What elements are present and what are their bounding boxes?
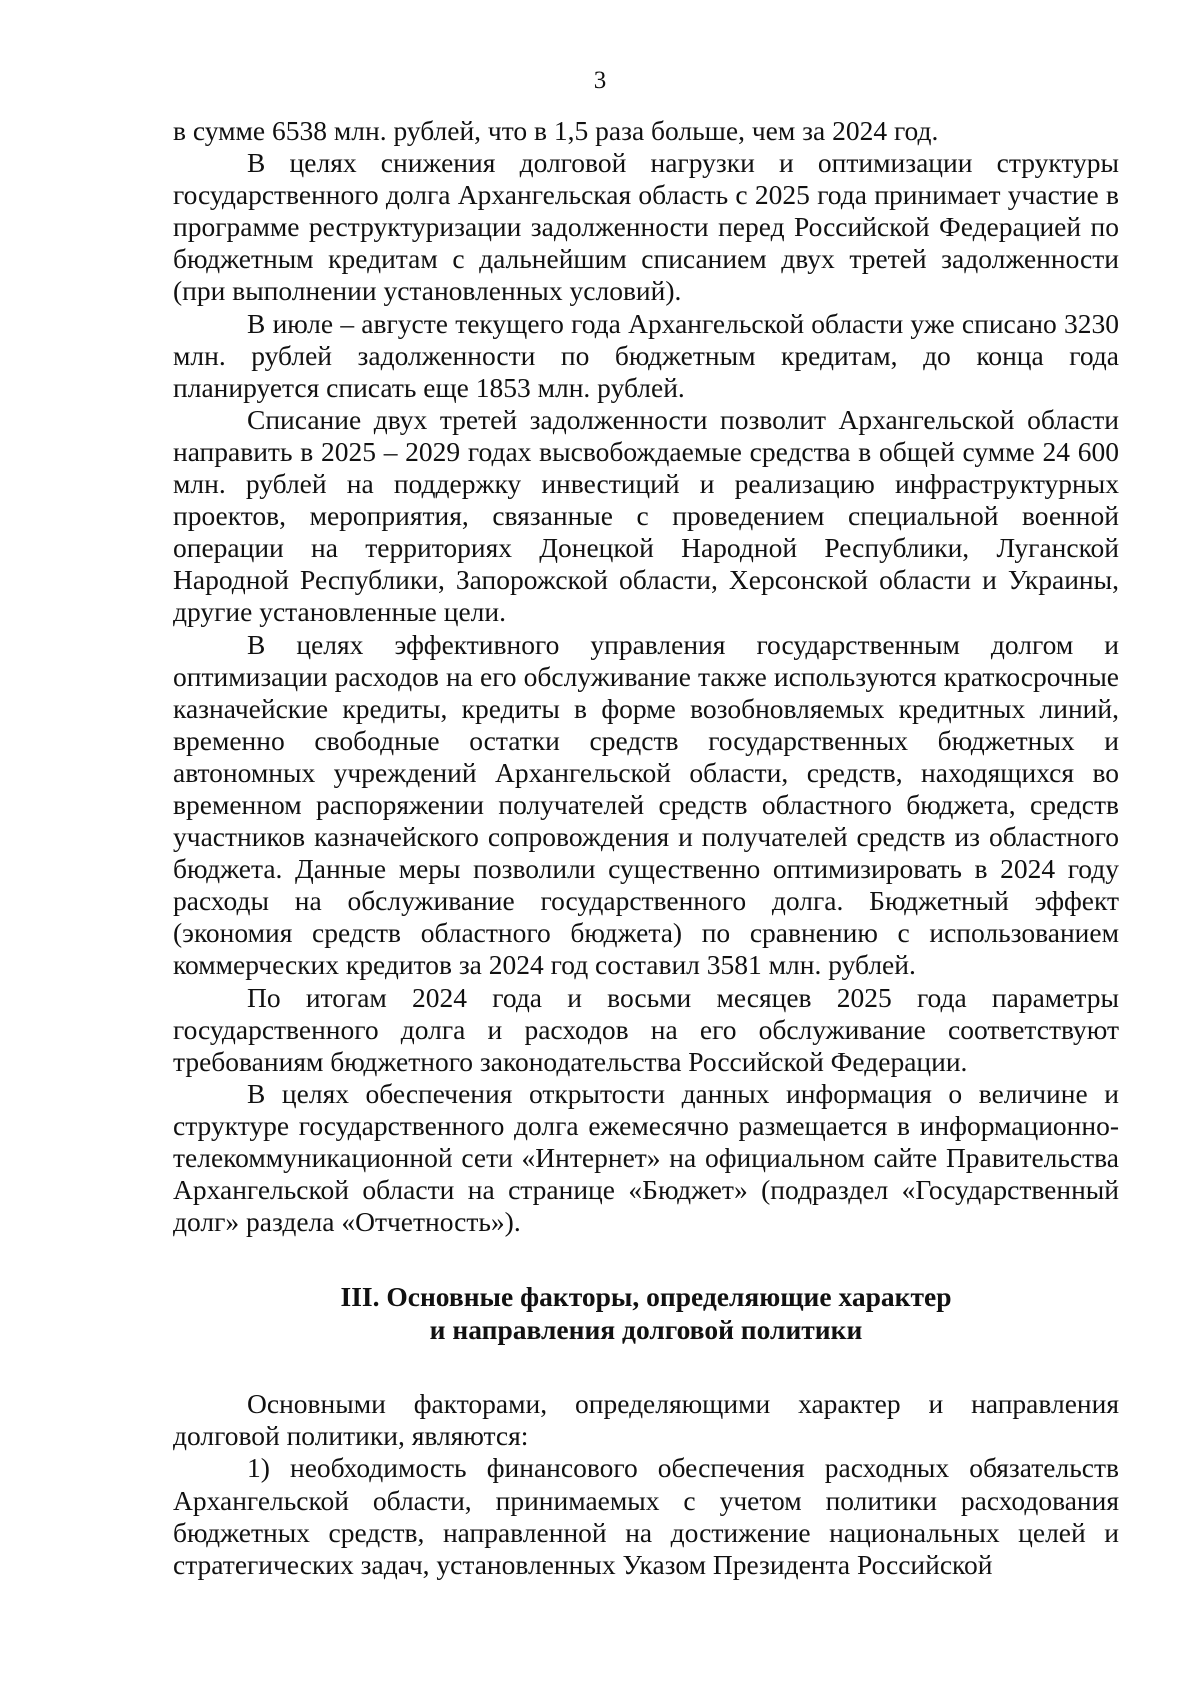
paragraph: Основными факторами, определяющими характер и направления долговой политики, являются:: [173, 1388, 1119, 1452]
paragraphs-after: [173, 1388, 1119, 1581]
paragraph: В июле – августе текущего года Архангельской области уже списано 3230 млн. рублей задолженности по бюджетным кредитам, до конца года планируется списать еще 1853 млн. рублей.: [173, 307, 1119, 403]
section-heading: [173, 1280, 1119, 1346]
document-body: [173, 115, 1119, 1581]
page-number: 3: [593, 67, 607, 94]
paragraph: В целях снижения долговой нагрузки и оптимизации структуры государственного долга Архангельская область с 2025 года принимает участие в программе реструктуризации задолженности перед Российской Федерацией по бюджетным кредитам с дальнейшим списанием двух третей задолженности (при выполнении установленных условий).: [173, 147, 1119, 307]
paragraph: В целях обеспечения открытости данных информация о величине и структуре государственного долга ежемесячно размещается в информационно-телекоммуникационной сети «Интернет» на официальном сайте Правительства Архангельской области на странице «Бюджет» (подраздел «Государственный долг» раздела «Отчетность»).: [173, 1077, 1119, 1238]
paragraphs-before: [173, 115, 1119, 1238]
paragraph: 1) необходимость финансового обеспечения расходных обязательств Архангельской области, принимаемых с учетом политики расходования бюджетных средств, направленной на достижение национальных целей и стратегических задач, установленных Указом Президента Российской: [173, 1452, 1119, 1580]
paragraph: Списание двух третей задолженности позволит Архангельской области направить в 2025 – 2029 годах высвобождаемые средства в общей сумме 24 600 млн. рублей на поддержку инвестиций и реализацию инфраструктурных проектов, мероприятия, связанные с проведением специальной военной операции на территориях Донецкой Народной Республики, Луганской Народной Республики, Запорожской области, Херсонской области и Украины, другие установленные цели.: [173, 403, 1119, 628]
section-heading-line: III. Основные факторы, определяющие характер: [340, 1281, 952, 1313]
section-heading-line: и направления долговой политики: [429, 1314, 863, 1346]
paragraph: в сумме 6538 млн. рублей, что в 1,5 раза больше, чем за 2024 год.: [173, 115, 939, 146]
paragraph: В целях эффективного управления государственным долгом и оптимизации расходов на его обслуживание также используются краткосрочные казначейские кредиты, кредиты в форме возобновляемых кредитных линий, временно свободные остатки средств государственных бюджетных и автономных учреждений Архангельской области, средств, находящихся во временном распоряжении получателей средств областного бюджета, средств участников казначейского сопровождения и получателей средств из областного бюджета. Данные меры позволили существенно оптимизировать в 2024 году расходы на обслуживание государственного долга. Бюджетный эффект (экономия средств областного бюджета) по сравнению с использованием коммерческих кредитов за 2024 год составил 3581 млн. рублей.: [173, 628, 1119, 981]
paragraph: По итогам 2024 года и восьми месяцев 2025 года параметры государственного долга и расходов на его обслуживание соответствуют требованиям бюджетного законодательства Российской Федерации.: [173, 981, 1119, 1077]
